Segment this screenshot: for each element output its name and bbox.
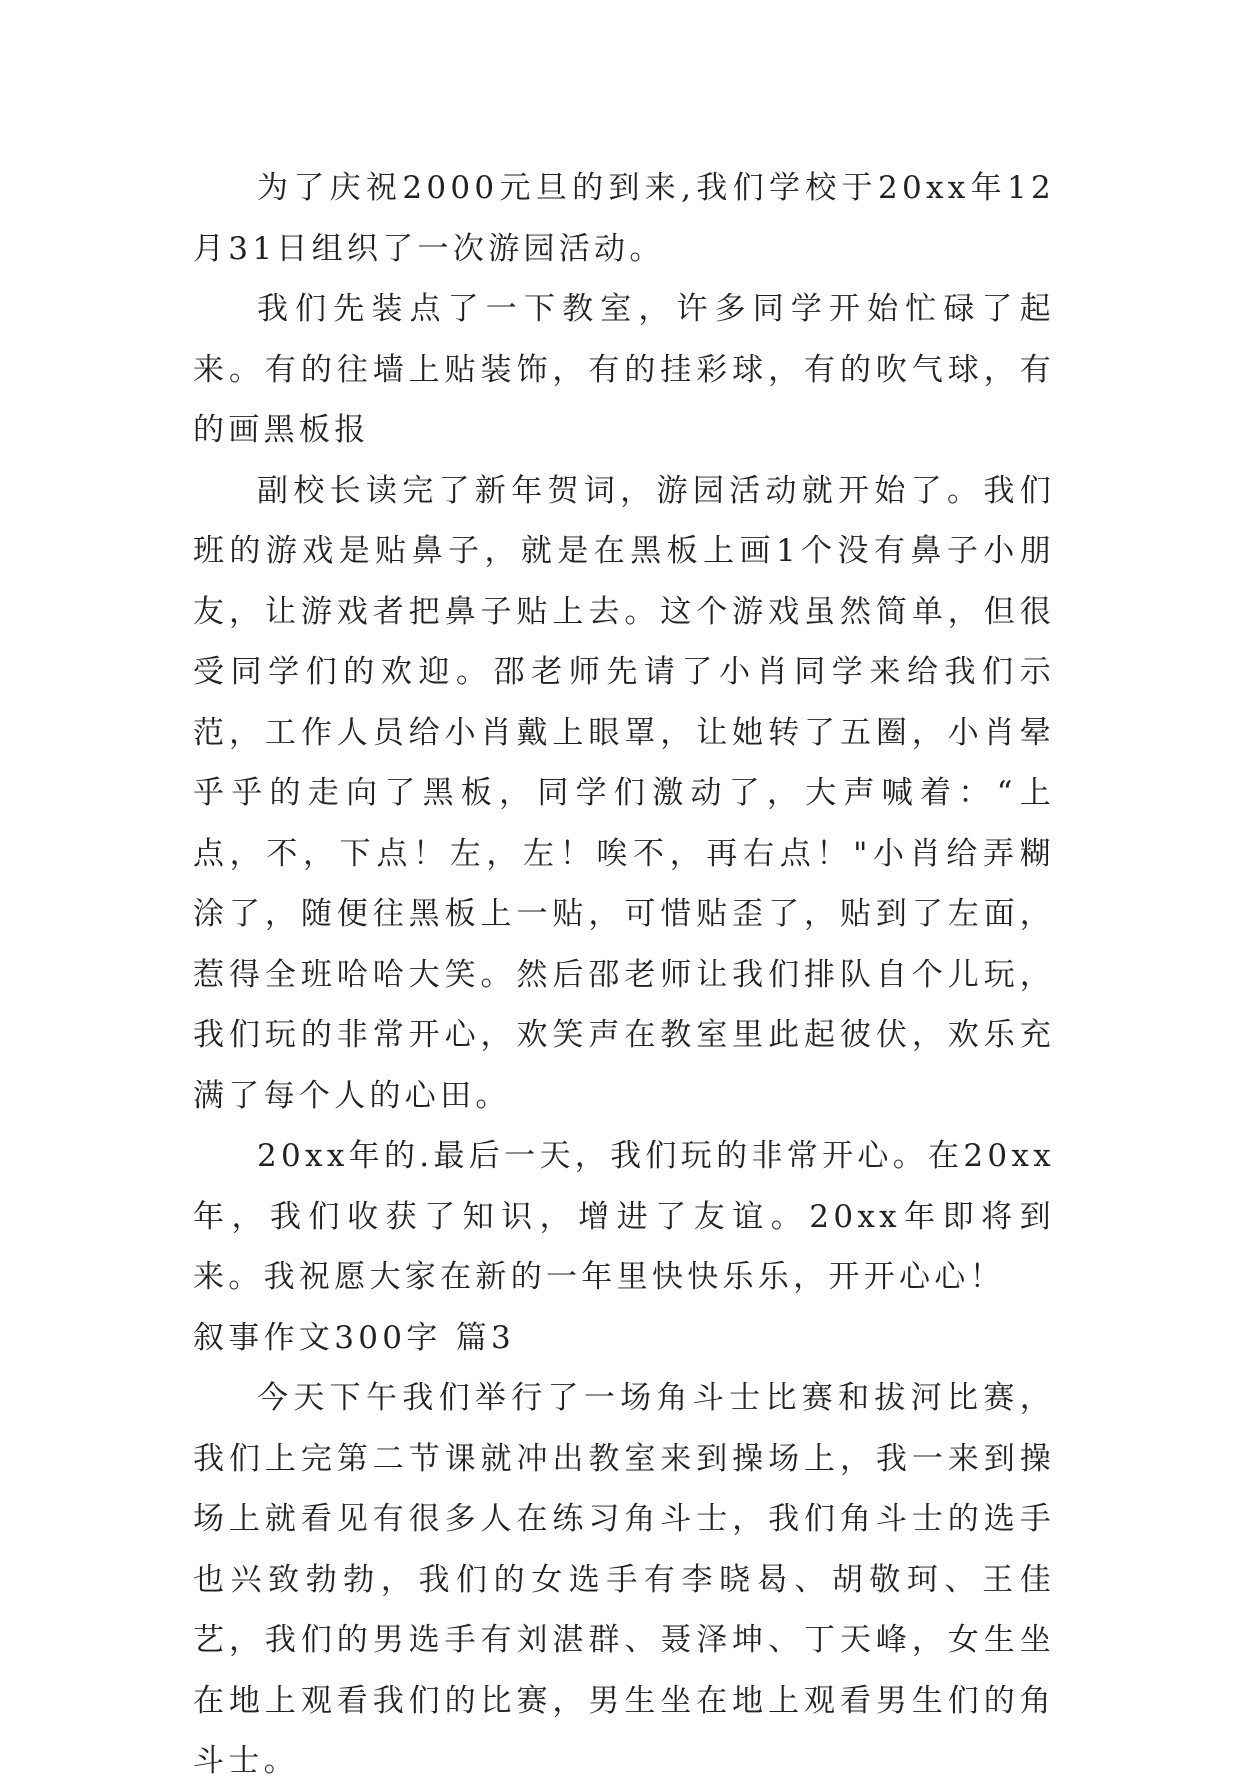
- paragraph-gladiator-contest: 今天下午我们举行了一场角斗士比赛和拔河比赛，我们上完第二节课就冲出教室来到操场上，我一来到操场上就看见有很多人在练习角斗士，我们角斗士的选手也兴致勃勃，我们的女选手有李晓曷、胡敬珂、王佳艺，我们的男选手有刘湛群、聂泽坤、丁天峰，女生坐在地上观看我们的比赛，男生坐在地上观看男生们的角斗士。: [193, 1380, 1055, 1779]
- paragraph-new-year-celebration: 为了庆祝2000元旦的到来,我们学校于20xx年12月31日组织了一次游园活动。: [193, 170, 1055, 267]
- paragraph-last-day: 20xx年的.最后一天，我们玩的非常开心。在20xx年，我们收获了知识，增进了友谊。20xx年即将到来。我祝愿大家在新的一年里快快乐乐，开开心心！: [193, 1138, 1055, 1295]
- paragraph-nose-game: 副校长读完了新年贺词，游园活动就开始了。我们班的游戏是贴鼻子，就是在黑板上画1个没有鼻子小朋友，让游戏者把鼻子贴上去。这个游戏虽然简单，但很受同学们的欢迎。邵老师先请了小肖同学来给我们示范，工作人员给小肖戴上眼罩，让她转了五圈，小肖晕乎乎的走向了黑板，同学们激动了，大声喊着：“上点，不，下点！左，左！唉不，再右点！"小肖给弄糊涂了，随便往黑板上一贴，可惜贴歪了，贴到了左面，惹得全班哈哈大笑。然后邵老师让我们排队自个儿玩，我们玩的非常开心，欢笑声在教室里此起彼伏，欢乐充满了每个人的心田。: [193, 472, 1055, 1114]
- paragraph-classroom-decoration: 我们先装点了一下教室，许多同学开始忙碌了起来。有的往墙上贴装饰，有的挂彩球，有的吹气球，有的画黑板报: [193, 291, 1055, 448]
- section-heading: 叙事作文300字 篇3: [193, 1319, 516, 1356]
- document-body: [193, 158, 1055, 1792]
